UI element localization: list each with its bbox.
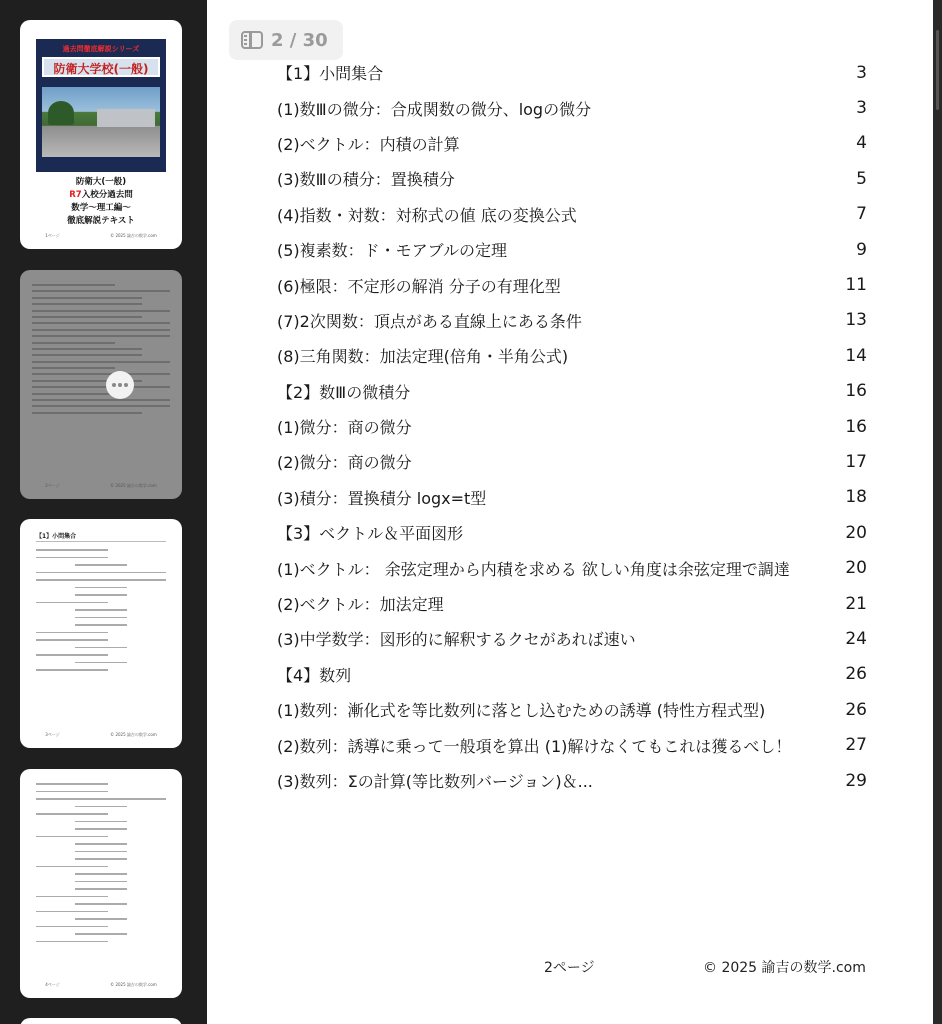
toc-entry[interactable] <box>277 444 867 479</box>
toc-entry-page: 16 <box>845 381 867 402</box>
thumbnail-page-label: 2ページ <box>45 483 60 488</box>
cover-title: 防衛大学校(一般) <box>42 57 160 77</box>
toc-entry-page: 3 <box>856 62 867 83</box>
toc-entry-title: (1)微分：商の微分 <box>277 418 412 438</box>
toc-entry-title: (2)微分：商の微分 <box>277 453 412 473</box>
toc-entry-page: 20 <box>845 558 867 579</box>
thumbnail-footer <box>20 732 182 738</box>
toc-entry[interactable] <box>277 197 867 232</box>
toc-entry[interactable] <box>277 232 867 267</box>
toc-entry-title: (6)極限：不定形の解消 分子の有理化型 <box>277 276 561 296</box>
cover-caption <box>20 176 182 228</box>
page-footer-label: 2ページ <box>544 960 595 976</box>
toc-entry[interactable] <box>277 550 867 585</box>
toc-entry[interactable] <box>277 90 867 125</box>
toc-entry[interactable] <box>277 126 867 161</box>
cover-series-band: 過去問徹底解説シリーズ <box>42 45 160 53</box>
thumbnail-body-lines <box>36 783 166 948</box>
thumbnail-page-label: 4ページ <box>45 982 60 987</box>
toc-entry[interactable] <box>277 409 867 444</box>
thumbnail-rule <box>36 541 166 542</box>
cover-line-2 <box>20 189 182 202</box>
toc-entry-title: (8)三角関数：加法定理(倍角・半角公式) <box>277 347 569 367</box>
cover-photo <box>42 87 160 157</box>
cover-line-3: 数学〜理工編〜 <box>71 203 131 213</box>
thumbnail-heading: 【1】小問集合 <box>36 533 77 540</box>
toc-entry-page: 14 <box>845 345 867 366</box>
toc-entry[interactable] <box>277 303 867 338</box>
toc-entry-title: 【1】小問集合 <box>277 64 384 84</box>
thumbnail-footer <box>20 982 182 988</box>
toc-entry[interactable] <box>277 586 867 621</box>
cover-line-4: 徹底解説テキスト <box>67 216 135 226</box>
toc-entry-page: 13 <box>845 310 867 331</box>
toc-entry-title: (7)2次関数：頂点がある直線上にある条件 <box>277 311 582 331</box>
toc-entry-title: (4)指数・対数：対称式の値 底の変換公式 <box>277 205 577 225</box>
thumbnail-sidebar <box>0 0 207 1024</box>
thumbnail-footer <box>20 233 182 239</box>
page-footer-copyright: © 2025 諭吉の数学.com <box>703 960 866 976</box>
thumbnail-toc-lines <box>32 284 170 418</box>
toc-entry[interactable] <box>277 374 867 409</box>
toc-entry-page: 4 <box>856 133 867 154</box>
thumbnail-copyright: © 2025 諭吉の数学.com <box>110 233 157 238</box>
page-thumbnail-1[interactable] <box>20 20 182 249</box>
toc-entry-title: (2)数列：誘導に乗って一般項を算出 (1)解けなくてもこれは獲るべし！ <box>277 736 792 756</box>
toc-entry-page: 24 <box>845 628 867 649</box>
page-indicator-label: 2 / 30 <box>271 29 328 51</box>
thumbnail-copyright: © 2025 諭吉の数学.com <box>110 732 157 737</box>
toc-entry-page: 16 <box>845 416 867 437</box>
sidebar-toggle-icon[interactable] <box>241 31 263 49</box>
cover-line-2-rest: 入校分過去問 <box>81 190 133 200</box>
cover-image <box>36 39 166 172</box>
toc-entry-title: (5)複素数：ド・モアブルの定理 <box>277 241 508 261</box>
cover-year: R7 <box>69 190 82 200</box>
thumbnail-page-label: 1ページ <box>45 233 60 238</box>
toc-entry-page: 26 <box>845 664 867 685</box>
toc-entry[interactable] <box>277 267 867 302</box>
toc-entry[interactable] <box>277 55 867 90</box>
toc-entry-page: 11 <box>845 275 867 296</box>
toc-entry-page: 3 <box>856 98 867 119</box>
page-thumbnail-2-selected[interactable] <box>20 270 182 499</box>
toc-entry-title: (3)積分：置換積分 logx=t型 <box>277 488 487 508</box>
toc-entry-title: (1)数列：漸化式を等比数列に落とし込むための誘導 (特性方程式型) <box>277 701 766 721</box>
thumbnail-page-label: 3ページ <box>45 732 60 737</box>
toc-entry-page: 5 <box>856 168 867 189</box>
document-page <box>207 0 933 1024</box>
toc-entry-page: 26 <box>845 699 867 720</box>
toc-entry-page: 20 <box>845 522 867 543</box>
thumbnail-copyright: © 2025 諭吉の数学.com <box>110 483 157 488</box>
more-options-button[interactable] <box>106 371 134 399</box>
toc-entry-page: 9 <box>856 239 867 260</box>
thumbnail-copyright: © 2025 諭吉の数学.com <box>110 982 157 987</box>
thumbnail-footer <box>20 483 182 489</box>
toc-entry[interactable] <box>277 621 867 656</box>
page-indicator[interactable] <box>229 20 343 60</box>
toc-entry[interactable] <box>277 692 867 727</box>
page-thumbnail-4[interactable] <box>20 769 182 998</box>
toc-entry[interactable] <box>277 515 867 550</box>
toc-entry-page: 18 <box>845 487 867 508</box>
toc-entry-title: 【4】数列 <box>277 665 352 685</box>
toc-entry-title: (2)ベクトル：加法定理 <box>277 595 444 615</box>
toc-entry-page: 17 <box>845 451 867 472</box>
toc-entry-title: (1)ベクトル： 余弦定理から内積を求める 欲しい角度は余弦定理で調達 <box>277 559 790 579</box>
thumbnail-body-lines <box>36 549 166 677</box>
cover-line-1: 防衛大(一般) <box>75 177 127 187</box>
vertical-scrollbar[interactable] <box>933 0 942 1024</box>
toc-entry-page: 7 <box>856 204 867 225</box>
toc-entry-title: (1)数Ⅲの微分：合成関数の微分、logの微分 <box>277 99 592 119</box>
page-thumbnail-5[interactable] <box>20 1018 182 1024</box>
toc-entry-page: 29 <box>845 770 867 791</box>
toc-entry-page: 27 <box>845 735 867 756</box>
toc-entry[interactable] <box>277 727 867 762</box>
toc-entry-title: (3)数列：Σの計算(等比数列バージョン)＆... <box>277 772 593 791</box>
toc-entry[interactable] <box>277 338 867 373</box>
toc-entry-title: 【3】ベクトル＆平面図形 <box>277 524 464 544</box>
toc-entry-title: (3)数Ⅲの積分：置換積分 <box>277 170 455 190</box>
toc-entry-title: (3)中学数学：図形的に解釈するクセがあれば速い <box>277 630 636 650</box>
toc-entry[interactable] <box>277 763 867 798</box>
toc-entry[interactable] <box>277 480 867 515</box>
toc-entry-page: 21 <box>845 593 867 614</box>
page-thumbnail-3[interactable] <box>20 519 182 748</box>
toc-entry[interactable] <box>277 161 867 196</box>
toc-entry[interactable] <box>277 657 867 692</box>
table-of-contents <box>277 55 867 798</box>
toc-entry-title: 【2】数Ⅲの微積分 <box>277 382 411 402</box>
toc-entry-title: (2)ベクトル：内積の計算 <box>277 134 460 154</box>
scrollbar-thumb[interactable] <box>936 30 939 110</box>
